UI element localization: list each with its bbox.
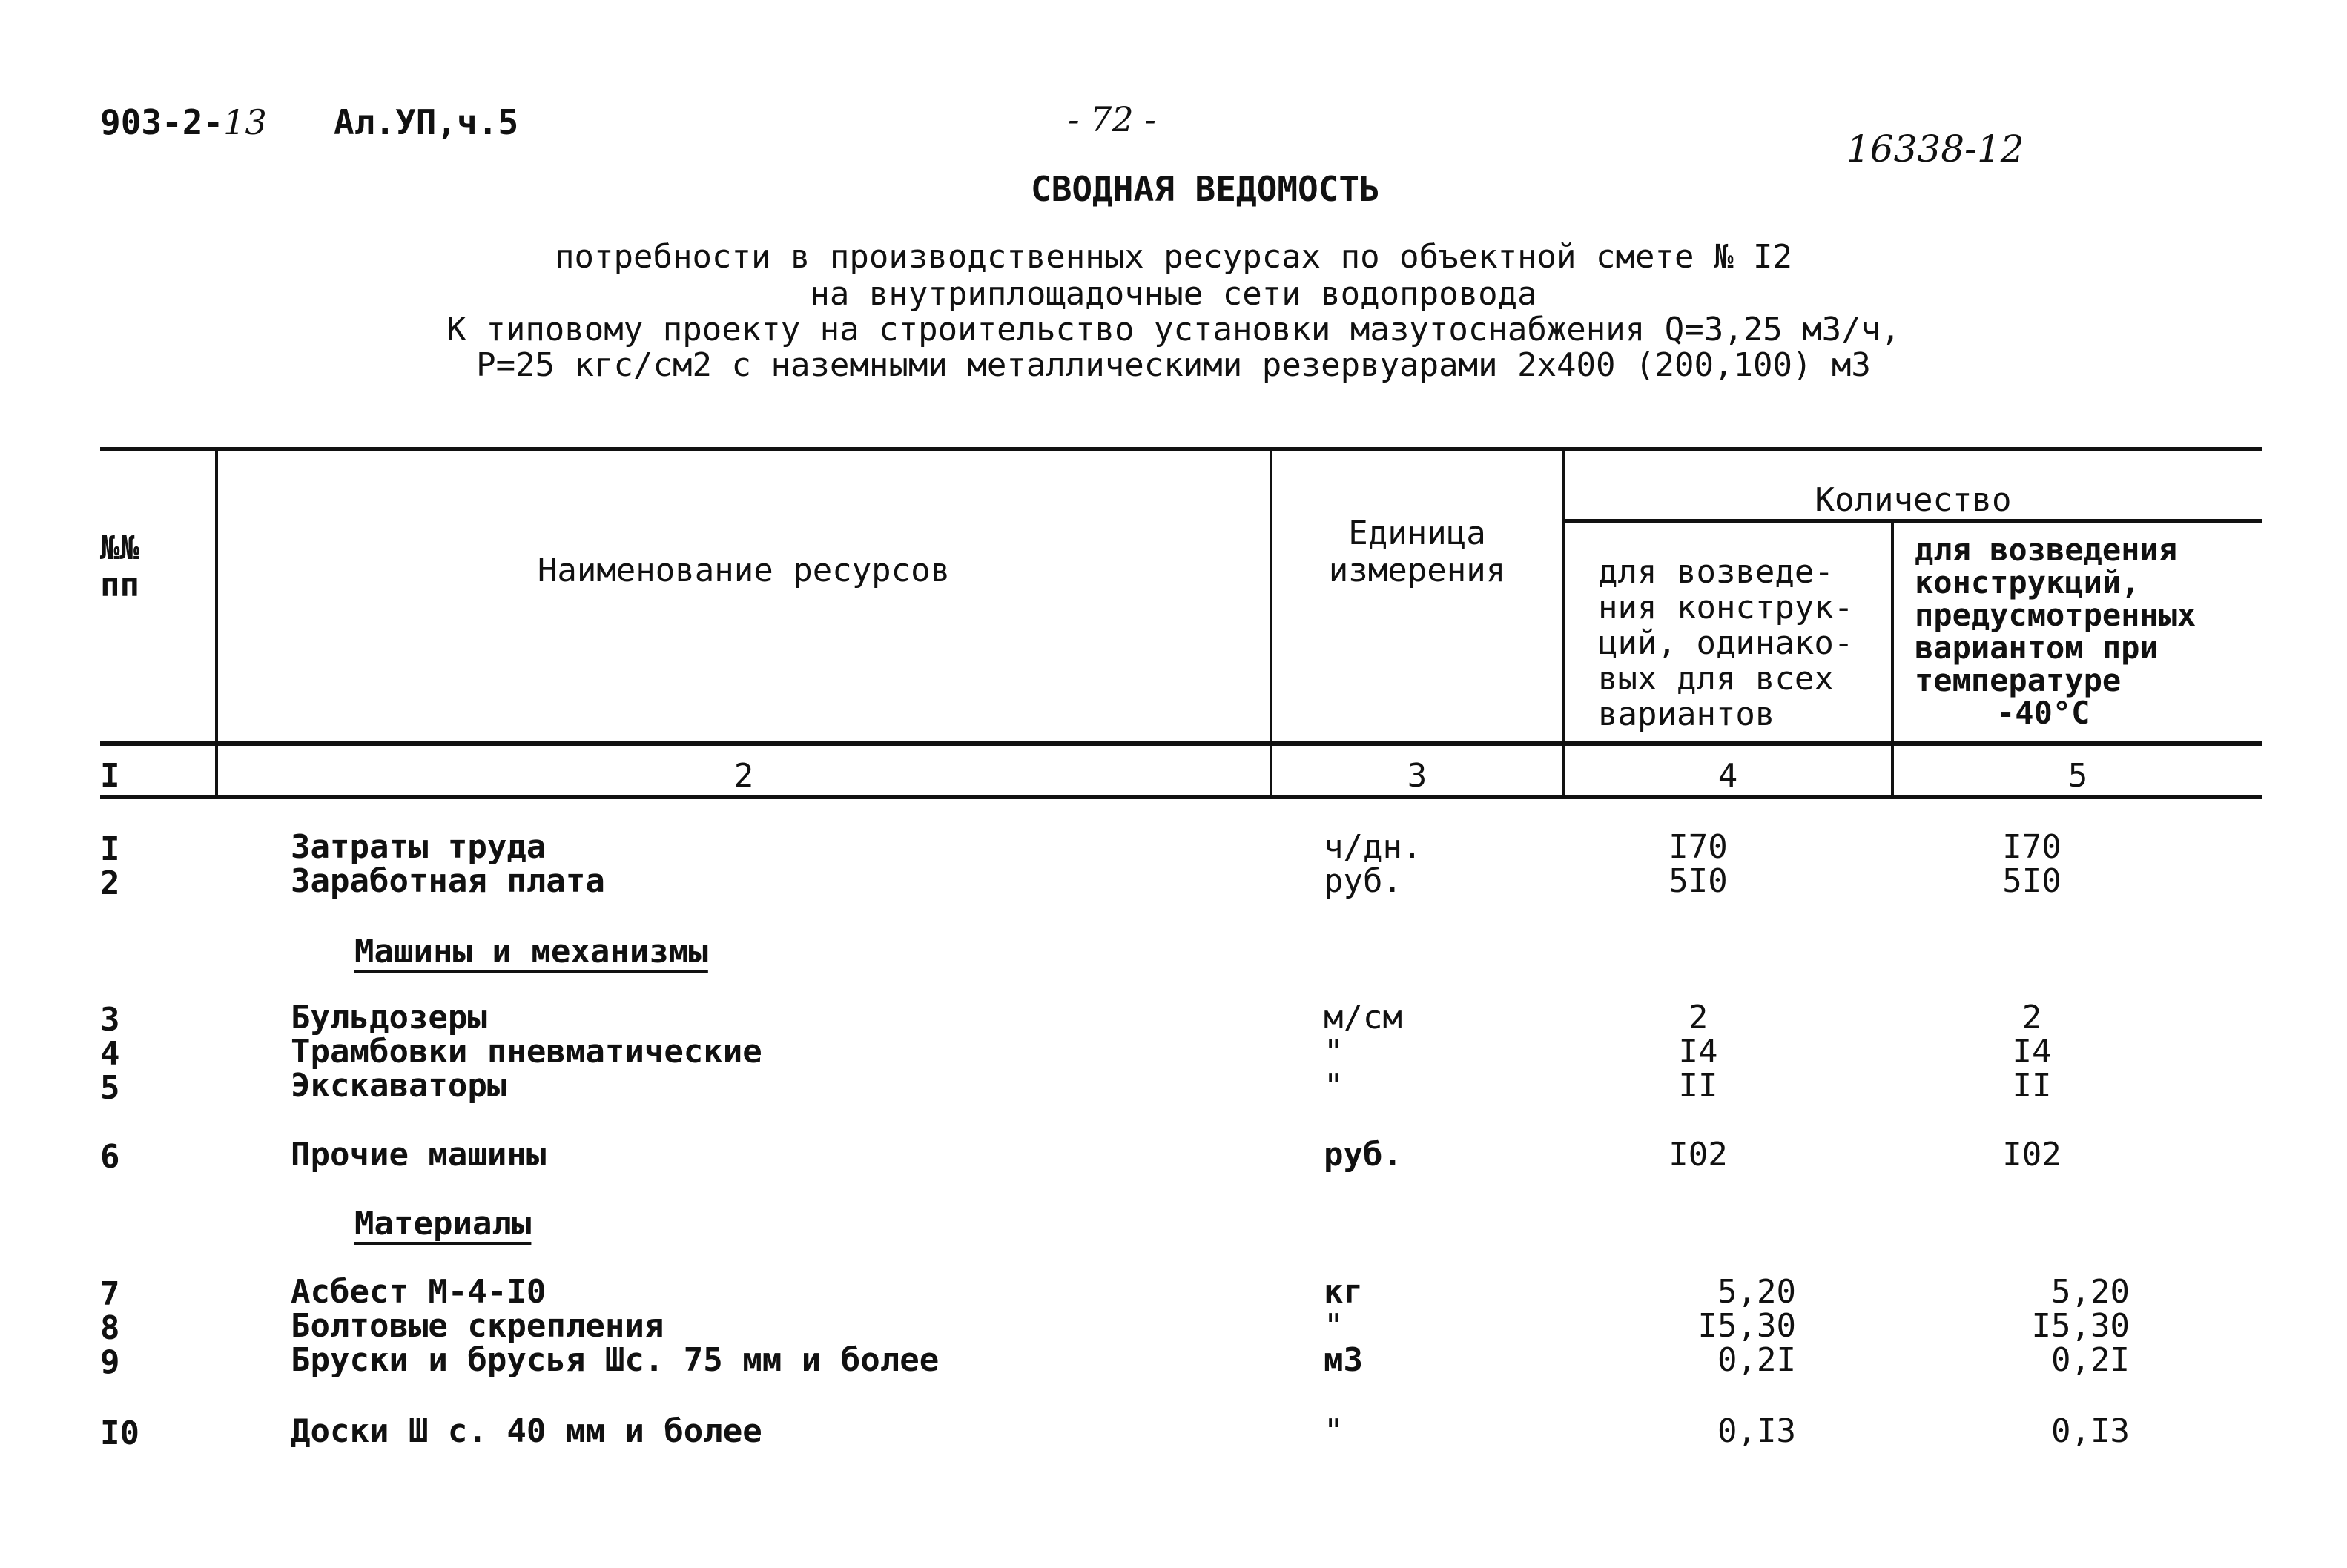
row-num: 5 bbox=[100, 1069, 120, 1107]
row-qty-2: I02 bbox=[2002, 1136, 2062, 1174]
column-divider-4 bbox=[1891, 521, 1894, 798]
subtitle-line-4: P=25 кгс/см2 с наземными металлическими резервуарами 2х400 (200,100) м3 bbox=[476, 346, 1871, 384]
row-qty-1: I4 bbox=[1678, 1033, 1718, 1071]
row-qty-1: 0,I3 bbox=[1717, 1412, 1796, 1450]
subtitle-line-3: К типовому проекту на строительство установки мазутоснабжения Q=3,25 м3/ч, bbox=[446, 311, 1901, 348]
row-qty-1: 5,20 bbox=[1717, 1273, 1796, 1311]
row-qty-1: 2 bbox=[1688, 999, 1709, 1036]
doc-code bbox=[100, 102, 267, 142]
row-name: Заработная плата bbox=[291, 862, 605, 900]
row-num: I0 bbox=[100, 1415, 139, 1452]
header-bottom-rule bbox=[100, 741, 2262, 746]
row-unit: руб. bbox=[1324, 1136, 1402, 1174]
row-num: 6 bbox=[100, 1138, 120, 1176]
row-unit: " bbox=[1324, 1067, 1344, 1105]
column-number-4: 4 bbox=[1717, 757, 1738, 795]
column-number-3: 3 bbox=[1407, 757, 1427, 795]
row-name: Бруски и брусья Шс. 75 мм и более bbox=[291, 1341, 940, 1379]
doc-code-prefix: 903-2- bbox=[100, 102, 224, 142]
row-qty-2: 0,I3 bbox=[2051, 1412, 2130, 1450]
row-unit: " bbox=[1324, 1033, 1344, 1071]
doc-code-handwritten: 13 bbox=[223, 102, 267, 142]
row-num: 9 bbox=[100, 1343, 120, 1381]
row-unit: " bbox=[1324, 1307, 1344, 1345]
subtitle-line-1: потребности в производственных ресурсах по объектной смете № I2 bbox=[555, 238, 1792, 276]
row-name: Болтовые скрепления bbox=[291, 1307, 664, 1345]
row-name: Бульдозеры bbox=[291, 999, 487, 1036]
row-qty-1: 0,2I bbox=[1717, 1341, 1796, 1379]
header-resource-name: Наименование ресурсов bbox=[537, 552, 951, 589]
subtitle-line-2: на внутриплощадочные сети водопровода bbox=[810, 275, 1537, 313]
column-numbers-rule bbox=[100, 795, 2262, 799]
row-qty-1: II bbox=[1678, 1067, 1718, 1105]
row-name: Экскаваторы bbox=[291, 1067, 507, 1105]
row-qty-2: I4 bbox=[2012, 1033, 2052, 1071]
row-num: 8 bbox=[100, 1309, 120, 1347]
page-number: - 72 - bbox=[1068, 99, 1156, 139]
column-number-5: 5 bbox=[2067, 757, 2088, 795]
section-heading-machines: Машины и механизмы bbox=[354, 933, 708, 970]
row-qty-2: I5,30 bbox=[2031, 1307, 2130, 1345]
header-quantity: Количество bbox=[1815, 481, 2012, 519]
row-unit: кг bbox=[1324, 1273, 1363, 1311]
header-unit: Единица измерения bbox=[1328, 515, 1506, 589]
column-divider-1 bbox=[215, 449, 218, 798]
row-num: 2 bbox=[100, 864, 120, 902]
row-num: I bbox=[100, 830, 120, 868]
row-num: 7 bbox=[100, 1275, 120, 1313]
page-title: СВОДНАЯ ВЕДОМОСТЬ bbox=[1031, 169, 1380, 209]
row-unit: ч/дн. bbox=[1324, 828, 1422, 866]
column-divider-2 bbox=[1270, 449, 1272, 798]
row-name: Доски Ш с. 40 мм и более bbox=[291, 1412, 762, 1450]
archive-number: 16338-12 bbox=[1846, 128, 2024, 171]
row-unit: м/см bbox=[1324, 999, 1402, 1036]
row-unit: м3 bbox=[1324, 1341, 1363, 1379]
row-qty-1: I02 bbox=[1668, 1136, 1728, 1174]
row-qty-2: I70 bbox=[2002, 828, 2062, 866]
column-number-1: I bbox=[100, 757, 120, 795]
row-name: Трамбовки пневматические bbox=[291, 1033, 762, 1071]
row-qty-2: 5I0 bbox=[2002, 862, 2062, 900]
row-qty-1: 5I0 bbox=[1668, 862, 1728, 900]
row-name: Асбест М-4-I0 bbox=[291, 1273, 547, 1311]
row-qty-2: 2 bbox=[2021, 999, 2042, 1036]
column-number-2: 2 bbox=[733, 757, 754, 795]
section-heading-materials: Материалы bbox=[354, 1205, 532, 1243]
row-qty-2: 5,20 bbox=[2051, 1273, 2130, 1311]
header-num: №№ пп bbox=[100, 529, 139, 604]
quantity-subheader-rule bbox=[1565, 519, 2262, 523]
table-top-rule bbox=[100, 447, 2262, 451]
row-unit: " bbox=[1324, 1412, 1344, 1450]
row-num: 3 bbox=[100, 1001, 120, 1039]
row-qty-2: II bbox=[2012, 1067, 2052, 1105]
row-name: Затраты труда bbox=[291, 828, 547, 866]
row-num: 4 bbox=[100, 1035, 120, 1073]
header-col4: для возведе- ния конструк- ций, одинако- вых для всех вариантов bbox=[1598, 553, 1854, 733]
row-qty-1: I5,30 bbox=[1697, 1307, 1796, 1345]
album-label: Ал.УП,ч.5 bbox=[334, 102, 519, 142]
row-name: Прочие машины bbox=[291, 1136, 547, 1174]
row-qty-2: 0,2I bbox=[2051, 1341, 2130, 1379]
row-unit: руб. bbox=[1324, 862, 1402, 900]
row-qty-1: I70 bbox=[1668, 828, 1728, 866]
header-col5: для возведения конструкций, предусмотренных вариантом при температуре -40°С bbox=[1915, 532, 2196, 731]
